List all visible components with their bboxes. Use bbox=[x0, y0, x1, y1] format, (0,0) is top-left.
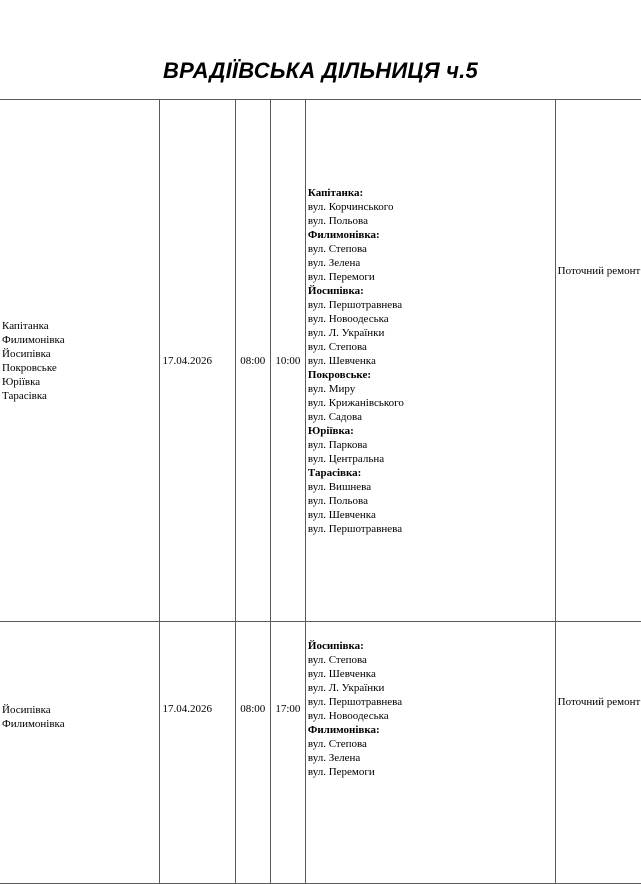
village-name: Покровське bbox=[2, 361, 57, 374]
street-name: вул. Новоодеська bbox=[307, 710, 389, 722]
village-name: Тарасівка bbox=[2, 389, 47, 402]
villages-cell bbox=[0, 100, 160, 622]
street-name: вул. Садова bbox=[307, 410, 362, 423]
street-name: вул. Шевченка bbox=[307, 354, 376, 367]
village-name: Филимонівка bbox=[2, 333, 65, 346]
street-name: вул. Центральна bbox=[307, 452, 385, 465]
date-cell: 17.04.2026 bbox=[160, 100, 235, 622]
table-body bbox=[0, 100, 641, 884]
street-name: вул. Степова bbox=[307, 654, 367, 666]
street-name: вул. Шевченка bbox=[307, 508, 376, 521]
street-name: вул. Крижанівського bbox=[307, 396, 404, 409]
table-row bbox=[0, 622, 641, 884]
table-row bbox=[0, 100, 641, 622]
start-time-cell: 08:00 bbox=[235, 100, 270, 622]
street-name: вул. Л. Українки bbox=[307, 326, 385, 339]
date-cell: 17.04.2026 bbox=[160, 622, 235, 884]
street-name: вул. Степова bbox=[307, 738, 367, 750]
street-name: вул. Першотравнева bbox=[307, 522, 403, 535]
street-name: вул. Перемоги bbox=[307, 270, 375, 283]
street-name: вул. Степова bbox=[307, 242, 367, 255]
villages-cell bbox=[0, 622, 160, 884]
street-name: вул. Польова bbox=[307, 494, 368, 507]
street-name: вул. Корчинського bbox=[307, 200, 394, 213]
street-name: вул. Новоодеська bbox=[307, 312, 389, 325]
street-name: вул. Л. Українки bbox=[307, 682, 385, 694]
street-group-heading: Йосипівка: bbox=[307, 640, 364, 652]
village-name: Йосипівка bbox=[2, 347, 51, 360]
street-name: вул. Шевченка bbox=[307, 668, 376, 680]
village-name: Капітанка bbox=[2, 319, 49, 332]
street-name: вул. Першотравнева bbox=[307, 298, 403, 311]
work-type-cell: Поточний ремонт bbox=[555, 100, 641, 622]
street-name: вул. Перемоги bbox=[307, 766, 375, 778]
work-type-cell: Поточний ремонт bbox=[555, 622, 641, 884]
street-group-heading: Филимонівка: bbox=[307, 228, 380, 241]
street-group-heading: Покровське: bbox=[307, 368, 372, 381]
village-name: Филимонівка bbox=[2, 718, 65, 730]
street-name: вул. Зелена bbox=[307, 752, 361, 764]
street-name: вул. Польова bbox=[307, 214, 368, 227]
village-name: Юріївка bbox=[2, 375, 41, 388]
street-group-heading: Юріївка: bbox=[307, 424, 354, 437]
outage-schedule-table bbox=[0, 99, 641, 884]
street-group-heading: Филимонівка: bbox=[307, 724, 380, 736]
street-name: вул. Степова bbox=[307, 340, 367, 353]
street-name: вул. Миру bbox=[307, 382, 356, 395]
street-group-heading: Капітанка: bbox=[307, 186, 364, 199]
village-name: Йосипівка bbox=[2, 704, 51, 716]
street-group-heading: Йосипівка: bbox=[307, 284, 364, 297]
street-name: вул. Першотравнева bbox=[307, 696, 403, 708]
end-time-cell: 10:00 bbox=[270, 100, 305, 622]
street-group-heading: Тарасівка: bbox=[307, 466, 362, 479]
streets-cell bbox=[305, 622, 555, 884]
street-name: вул. Вишнева bbox=[307, 480, 372, 493]
end-time-cell: 17:00 bbox=[270, 622, 305, 884]
street-name: вул. Паркова bbox=[307, 438, 368, 451]
street-name: вул. Зелена bbox=[307, 256, 361, 269]
streets-cell bbox=[305, 100, 555, 622]
page-title: ВРАДІЇВСЬКА ДІЛЬНИЦЯ ч.5 bbox=[163, 58, 478, 83]
start-time-cell: 08:00 bbox=[235, 622, 270, 884]
